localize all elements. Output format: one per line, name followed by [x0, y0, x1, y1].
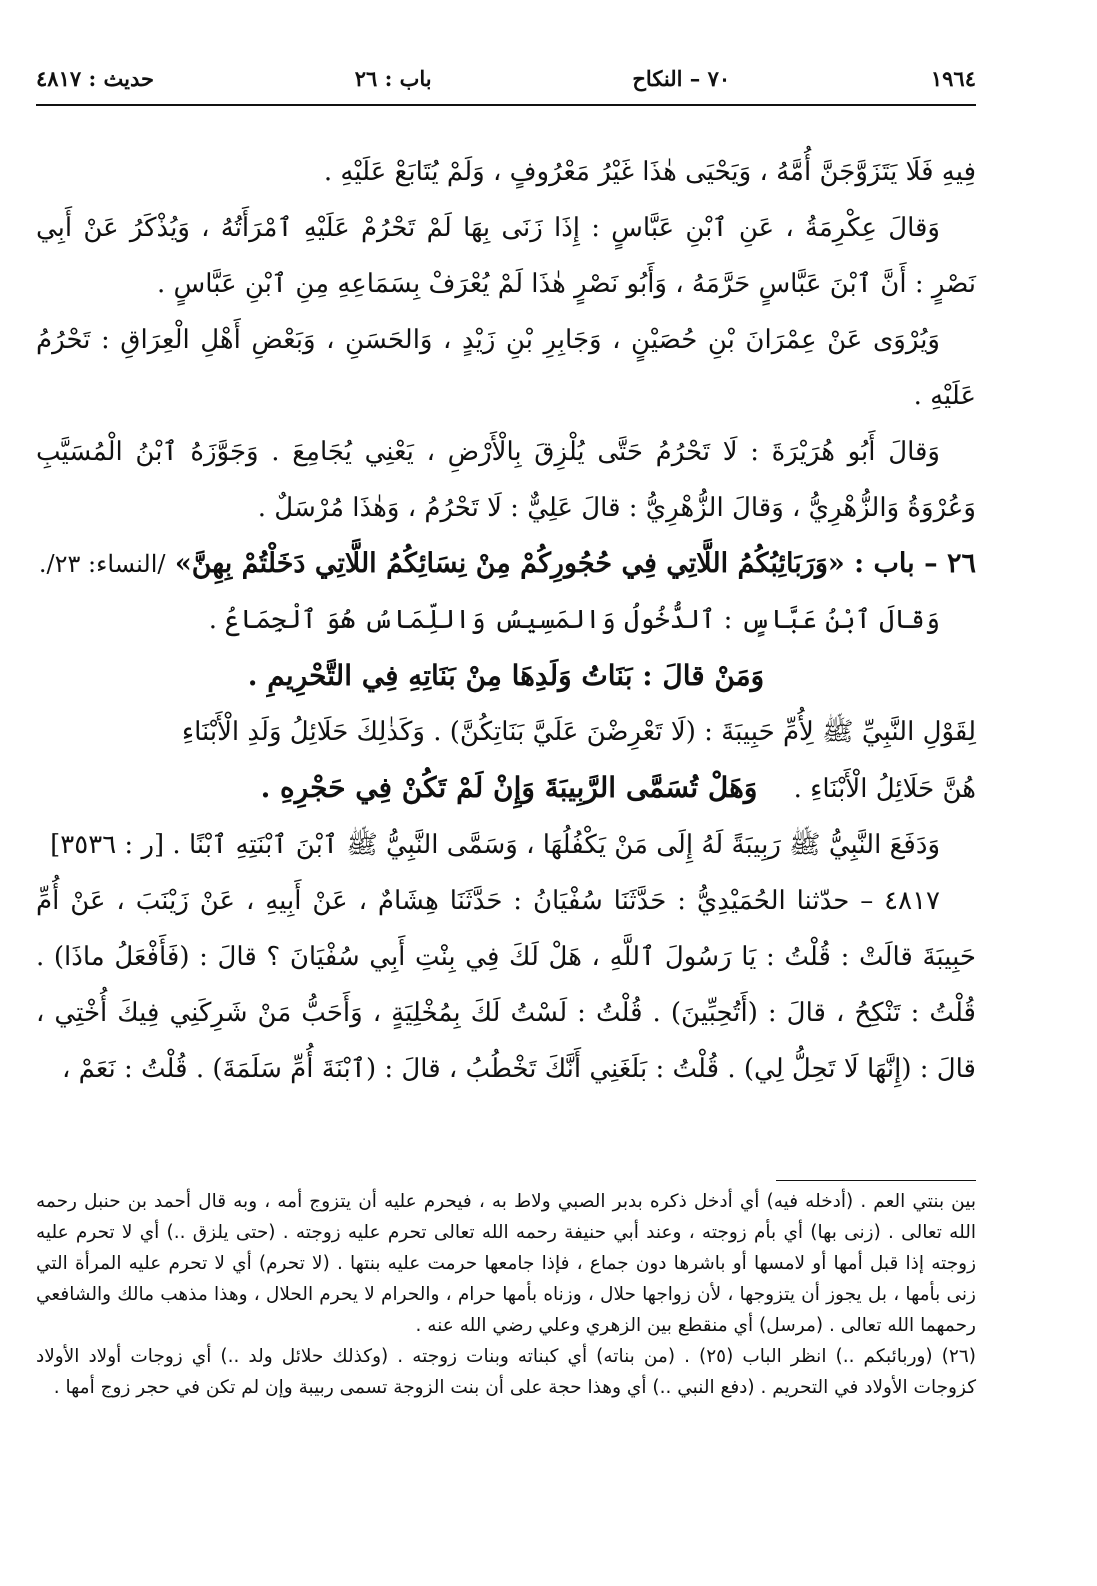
main-text — [36, 144, 976, 1097]
paragraph-continuation — [36, 760, 976, 817]
hadith-label: حديث : ٤٨١٧ — [36, 65, 154, 91]
paragraph: وَقالَ أَبُو هُرَيْرَةَ : لَا تَحْرُمُ حَتَّى يُلْزِقَ بِالْأَرْضِ ، يَعْنِي يُجَامِعَ . وَجَوَّزَهُ ٱبْنُ الْمُسَيَّبِ وَعُرْوَةُ وَالزُّهْرِيُّ ، وَقالَ الزُّهْرِيُّ : قالَ عَلِيٌّ : لَا تَحْرُمُ ، وَهٰذَا مُرْسَلٌ . — [36, 437, 976, 523]
paragraph: وَقالَ عِكْرِمَةُ ، عَنِ ٱبْنِ عَبَّاسٍ : إِذَا زَنَى بِهَا لَمْ تَحْرُمْ عَلَيْهِ ٱمْرَأَتُهُ ، وَيُذْكَرُ عَنْ أَبِي نَصْرٍ : أَنَّ ٱبْنَ عَبَّاسٍ حَرَّمَهُ ، وَأَبُو نَصْرٍ هٰذَا لَمْ يُعْرَفْ بِسَمَاعِهِ مِنِ ٱبْنِ عَبَّاسٍ . — [36, 213, 976, 299]
paragraph: وَيُرْوَى عَنْ عِمْرَانَ بْنِ حُصَيْنٍ ، وَجَابِرِ بْنِ زَيْدٍ ، وَالحَسَنِ ، وَبَعْضِ أَهْلِ الْعِرَاقِ : تَحْرُمُ عَلَيْهِ . — [36, 325, 976, 411]
book-title: ٧٠ – النكاح — [632, 65, 731, 91]
sub-heading: وَهَلْ تُسَمَّى الرَّبِيبَةَ وَإِنْ لَمْ تَكُنْ فِي حَجْرِهِ . — [260, 771, 758, 804]
paragraph: فِيهِ فَلَا يَتَزَوَّجَنَّ أُمَّهُ ، وَيَحْيَى هٰذَا غَيْرُ مَعْرُوفٍ ، وَلَمْ يُتَابَعْ عَلَيْهِ . — [323, 157, 976, 187]
book-page — [36, 40, 976, 1540]
running-header — [36, 58, 976, 98]
paragraph-tail: هُنَّ حَلَائِلُ الْأَبْنَاءِ . — [793, 774, 976, 804]
hadith-text: ٤٨١٧ – حدّثنا الحُمَيْدِيُّ : حَدَّثَنَا سُفْيَانُ : حَدَّثَنَا هِشَامٌ ، عَنْ أَبِيهِ ، عَنْ زَيْنَبَ ، عَنْ أُمِّ حَبِيبَةَ قالَتْ : قُلْتُ : يَا رَسُولَ ٱللَّهِ ، هَلْ لَكَ فِي بِنْتِ أَبِي سُفْيَانَ ؟ قالَ : (فَأَفْعَلُ ماذَا) . قُلْتُ : تَنْكِحُ ، قالَ : (أَتُحِبِّينَ) . قُلْتُ : لَسْتُ لَكَ بِمُخْلِيَةٍ ، وَأَحَبُّ مَنْ شَرِكَنِي فِيكَ أُخْتِي ، قالَ : (إِنَّهَا لَا تَحِلُّ لِي) . قُلْتُ : بَلَغَنِي أَنَّكَ تَخْطُبُ ، قالَ : (ٱبْنَةَ أُمِّ سَلَمَةَ) . قُلْتُ : نَعَمْ ، — [36, 886, 976, 1084]
paragraph: وَقالَ ٱبْنُ عَبَّاسٍ : ٱلدُّخُولُ وَالمَسِيسُ وَاللِّمَاسُ هُوَ ٱلْجِمَاعُ . — [208, 605, 940, 635]
chapter-heading — [36, 536, 976, 592]
chapter-label: باب : ٢٦ — [354, 65, 432, 91]
chapter-title: ٢٦ – باب : «وَرَبَائِبُكُمُ اللَّاتِي فِي حُجُورِكُمْ مِنْ نِسَائِكُمُ اللَّاتِي دَخَلْتُمْ بِهِنَّ» — [174, 548, 976, 579]
paragraph: وَدَفَعَ النَّبِيُّ ﷺ رَبِيبَةً لَهُ إِلَى مَنْ يَكْفُلُهَا ، وَسَمَّى النَّبِيُّ ﷺ ٱبْنَ ٱبْنَتِهِ ٱبْنًا . [ر : ٣٥٣٦] — [50, 830, 940, 860]
header-divider — [36, 104, 976, 106]
quran-reference: /النساء: ٢٣/. — [38, 550, 166, 578]
footnotes — [36, 1186, 976, 1403]
sub-heading: وَمَنْ قالَ : بَنَاتُ وَلَدِهَا مِنْ بَنَاتِهِ فِي التَّحْرِيمِ . — [247, 659, 765, 692]
footnote: (٢٦) (وربائبكم ..) انظر الباب (٢٥) . (من بناته) أي كبناته وبنات زوجته . (وكذلك حلائل ولد ..) أي زوجات أولاد الأولاد كزوجات الأولاد في التحريم . (دفع النبي ..) أي وهذا حجة على أن بنت الزوجة تسمى ربيبة وإن لم تكن في حجر زوج أمها . — [36, 1346, 976, 1398]
page-number: ١٩٦٤ — [930, 65, 976, 91]
footnote: بين بنتي العم . (أدخله فيه) أي أدخل ذكره بدبر الصبي ولاط به ، فيحرم عليه أن يتزوج أمه ، وبه قال أحمد بن حنبل رحمه الله تعالى . (زنى بها) أي بأم زوجته ، وعند أبي حنيفة رحمه الله تعالى تحرم عليه زوجته . (حتى يلزق ..) أي لا تحرم عليه زوجته إذا قبل أمها أو لامسها أو باشرها دون جماع ، فإذا جامعها حرمت عليه بنتها . (لا تحرم) أي لا تحرم عليه المرأة التي زنى بأمها ، بل يجوز أن يتزوجها ، لأن زواجها حلال ، وزناه بأمها حرام ، والحرام لا يحرم الحلال ، وهذا مذهب مالك والشافعي رحمهما الله تعالى . (مرسل) أي منقطع بين الزهري وعلي رضي الله عنه . — [36, 1191, 976, 1336]
paragraph: لِقَوْلِ النَّبِيِّ ﷺ لِأُمِّ حَبِيبَةَ : (لَا تَعْرِضْنَ عَلَيَّ بَنَاتِكُنَّ) . وَكَذٰلِكَ حَلَائِلُ وَلَدِ الْأَبْنَاءِ — [181, 717, 976, 747]
footnote-divider — [776, 1180, 976, 1181]
